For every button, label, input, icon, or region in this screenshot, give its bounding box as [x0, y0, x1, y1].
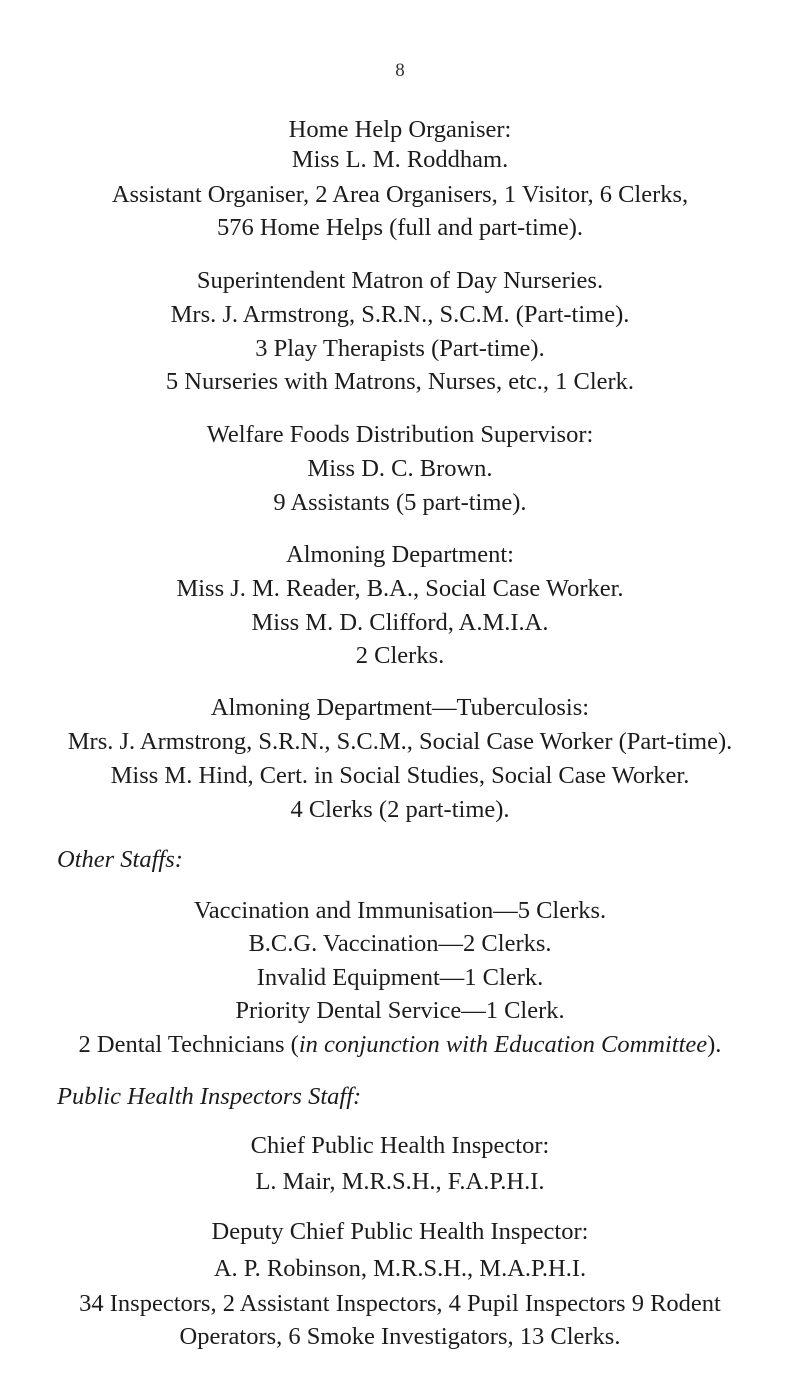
almoning-line2: Miss M. D. Clifford, A.M.I.A. [251, 609, 549, 636]
almoning-tb-line2: Miss M. Hind, Cert. in Social Studies, Social Case Worker. [110, 762, 690, 789]
home-help-name: Miss L. M. Roddham. [291, 146, 509, 173]
other-staffs-line3: Invalid Equipment—1 Clerk. [256, 964, 544, 991]
almoning-line1: Miss J. M. Reader, B.A., Social Case Worker. [176, 575, 624, 602]
public-health-heading: Public Health Inspectors Staff: [57, 1083, 362, 1110]
home-help-staff-line1: Assistant Organiser, 2 Area Organisers, 1 Visitor, 6 Clerks, [111, 181, 689, 208]
welfare-foods-name: Miss D. C. Brown. [307, 455, 493, 482]
day-nurseries-line4: 5 Nurseries with Matrons, Nurses, etc., 1 Clerk. [165, 368, 635, 395]
dental-technicians-close: ). [707, 1031, 722, 1058]
dental-technicians-text: 2 Dental Technicians ( [78, 1031, 299, 1058]
chief-inspector-name: L. Mair, M.R.S.H., F.A.P.H.I. [255, 1168, 545, 1195]
home-help-title: Home Help Organiser: [288, 116, 512, 143]
inspectors-staff-line2: Operators, 6 Smoke Investigators, 13 Clerks. [179, 1323, 621, 1350]
inspectors-staff-line1: 34 Inspectors, 2 Assistant Inspectors, 4 Pupil Inspectors 9 Rodent [79, 1290, 721, 1317]
day-nurseries-line3: 3 Play Therapists (Part-time). [255, 335, 545, 362]
almoning-tb-title: Almoning Department—Tuberculosis: [210, 694, 590, 721]
page-number: 8 [395, 60, 405, 81]
deputy-inspector-title: Deputy Chief Public Health Inspector: [211, 1218, 589, 1245]
welfare-foods-title: Welfare Foods Distribution Supervisor: [206, 421, 594, 448]
other-staffs-line1: Vaccination and Immunisation—5 Clerks. [193, 897, 607, 924]
day-nurseries-name: Mrs. J. Armstrong, S.R.N., S.C.M. (Part-time). [170, 301, 630, 328]
almoning-tb-line1: Mrs. J. Armstrong, S.R.N., S.C.M., Social Case Worker (Part-time). [67, 728, 733, 755]
almoning-line3: 2 Clerks. [355, 642, 445, 669]
almoning-tb-line3: 4 Clerks (2 part-time). [290, 796, 510, 823]
education-committee-note: in conjunction with Education Committee [298, 1031, 708, 1058]
deputy-inspector-name: A. P. Robinson, M.R.S.H., M.A.P.H.I. [213, 1255, 587, 1282]
other-staffs-line5 [0, 1030, 800, 1060]
welfare-foods-staff: 9 Assistants (5 part-time). [273, 489, 527, 516]
home-help-staff-line2: 576 Home Helps (full and part-time). [216, 214, 584, 241]
almoning-title: Almoning Department: [286, 541, 514, 568]
other-staffs-heading: Other Staffs: [57, 846, 183, 873]
chief-inspector-title: Chief Public Health Inspector: [250, 1132, 550, 1159]
other-staffs-line2: B.C.G. Vaccination—2 Clerks. [248, 930, 552, 957]
day-nurseries-title: Superintendent Matron of Day Nurseries. [196, 267, 604, 294]
other-staffs-line4: Priority Dental Service—1 Clerk. [235, 997, 565, 1024]
